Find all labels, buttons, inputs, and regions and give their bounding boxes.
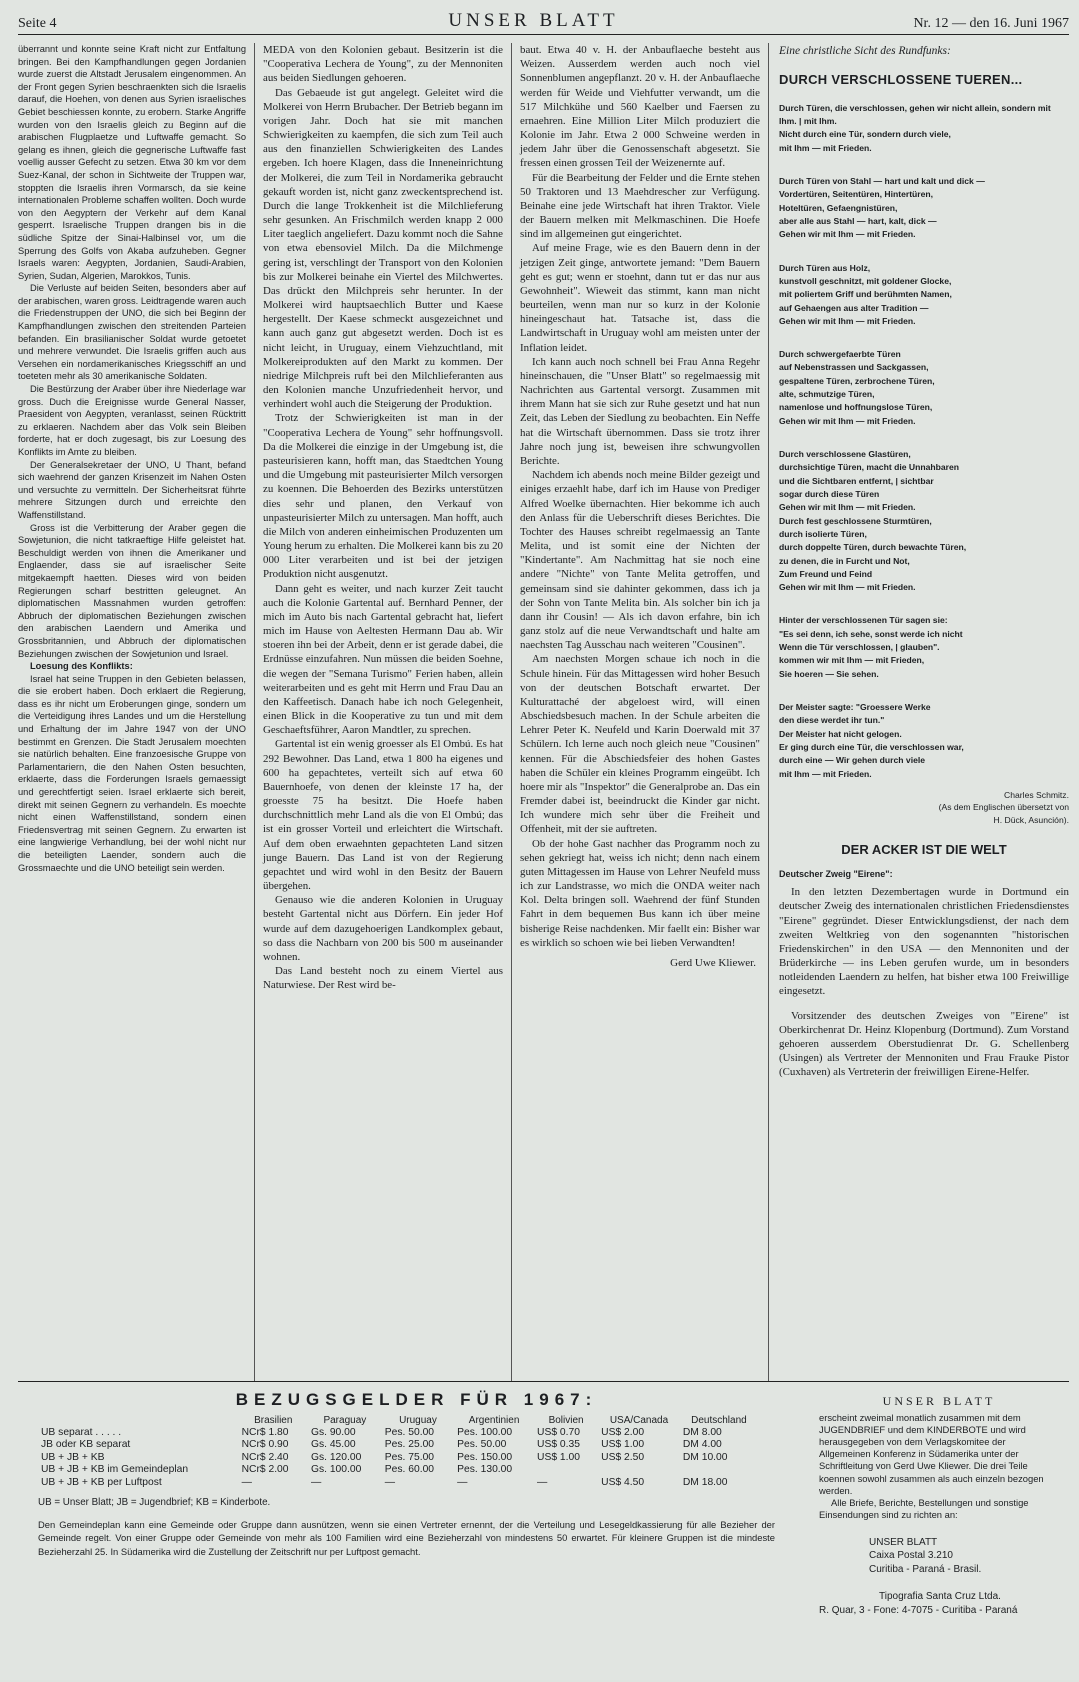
printer-address: R. Quar, 3 - Fone: 4-7075 - Curitiba - Paraná xyxy=(819,1604,1018,1616)
table-cell: DM 10.00 xyxy=(682,1451,728,1463)
article-headline: DER ACKER IST DIE WELT xyxy=(841,842,1007,858)
publisher-box xyxy=(803,1382,1069,1682)
table-cell: NCr$ 2.40 xyxy=(241,1451,289,1463)
author-signature: Gerd Uwe Kliewer. xyxy=(670,957,756,969)
poem-stanza: Durch Türen, die verschlossen, gehen wir nicht allein, sondern mit Ihm. | mit Ihm. Nicht durch eine Tür, sondern durch viele, mit Ihm — mit Frieden. xyxy=(779,102,1051,153)
paragraph: Nachdem ich abends noch meine Bilder gezeigt und einiges erzaehlt habe, darf ich im Hause von Prediger Alfred Woelke übernachten. Hier bekomme ich auch den Anlass für die Ueberschrift dieses Berichtes. Die Tochter des Hauses schreibt regelmaessig an Tante Melita, und ist somit eine der Nichten der "Kindertante". Am Nachmittag hat sie noch eine andere "Nichte" von Tante Melita getroffen, und gemeinsam sind sie dahinter gekommen, dass ich ja der Sohn von Tante Melita bin. Als solcher bin ich ja dann ihr Cousin! — Als ich davon erfahre, bin ich ganz stolz auf die neue Verwandtschaft und halte am naechsten Tag Ausschau nach weiteren "Cousinen". xyxy=(520,469,760,652)
column-4 xyxy=(769,43,1069,1381)
article-subheading: Deutscher Zweig "Eirene": xyxy=(779,868,893,879)
table-cell: UB + JB + KB per Luftpost xyxy=(41,1476,162,1488)
table-cell: DM 18.00 xyxy=(682,1476,728,1488)
table-cell xyxy=(534,1464,598,1477)
table-row xyxy=(38,1452,758,1465)
credit-author: Charles Schmitz. xyxy=(1004,789,1069,800)
table-cell: Pes. 75.00 xyxy=(384,1451,435,1463)
paragraph: Der Generalsekretaer der UNO, U Thant, befand sich waehrend der ganzen Krisenzeit im Nahen Osten und versuchte zu vermitteln. Der Sicherheitsrat führte mehrere Sitzungen durch und erreichte den Waffenstillstand. xyxy=(18,459,246,520)
column-2 xyxy=(255,43,512,1381)
column-1 xyxy=(18,43,255,1381)
address-line: Caixa Postal 3.210 xyxy=(869,1550,953,1562)
column-3 xyxy=(512,43,769,1381)
address-line: Curitiba - Paraná - Brasil. xyxy=(869,1563,982,1575)
table-cell: Pes. 100.00 xyxy=(457,1426,513,1438)
publisher-title: UNSER BLATT xyxy=(882,1394,996,1408)
fees-note: Den Gemeindeplan kann eine Gemeinde oder Gruppe dann ausnützen, wenn sie einen Vertreter ernennt, der die Verteilung und Lesegeldkassierung für alle Bezieher der Gemeinde regelt. Von einer Gruppe oder Gemeinde von mehr als 100 Familien wird eine Bezieherzahl von mindestens 50 erwartet. Für kleinere Gruppen ist die mindeste Bezieherzahl 25. In Südamerika wird die Zustellung der Zeitschrift nur per Luftpost gemacht. xyxy=(38,1519,775,1557)
table-cell: NCr$ 0.90 xyxy=(241,1439,289,1451)
table-cell: Pes. 25.00 xyxy=(384,1439,435,1451)
table-cell: Pes. 130.00 xyxy=(457,1464,513,1476)
table-cell: Gs. 90.00 xyxy=(310,1426,356,1438)
table-cell: — xyxy=(457,1476,468,1488)
table-cell xyxy=(680,1464,758,1477)
credit-source: (As dem Englischen übersetzt von xyxy=(938,802,1069,813)
publisher-text: Alle Briefe, Berichte, Bestellungen und sonstige Einsendungen sind zu richten an: xyxy=(819,1497,1029,1521)
paragraph: Das Land besteht noch zu einem Viertel aus Naturwiese. Der Rest wird be- xyxy=(263,965,503,992)
poem-stanza: Durch verschlossene Glastüren, durchsichtige Türen, macht die Unnahbaren und die Sichtbaren entfernt, | sichtbar sogar durch diese Türen Gehen wir mit Ihm — mit Frieden. Durch fest geschlossene Sturmtüren, durch isolierte Türen, durch doppelte Türen, durch bewachte Türen, zu denen, die in Furcht und Not, Zum Freund und Feind Gehen wir mit Ihm — mit Frieden. xyxy=(779,449,967,593)
paragraph: Genauso wie die anderen Kolonien in Uruguay besteht Gartental nicht aus Dörfern. Ein jeder Hof wurde auf dem dazugehoerigen Landkomplex gebaut, so dass die Nachbarn von 200 bis 500 m auseinander wohnen. xyxy=(263,894,503,963)
table-cell: — xyxy=(241,1476,252,1488)
table-cell: NCr$ 1.80 xyxy=(241,1426,289,1438)
printer-name: Tipografia Santa Cruz Ltda. xyxy=(879,1591,1001,1603)
column-header: Brasilien xyxy=(254,1415,293,1426)
paragraph: überrannt und konnte seine Kraft nicht zur Entfaltung bringen. Bei den Kampfhandlungen gegen Jordanien wurde zuerst die Altstadt Jerusalem eingenommen. An der Front gegen Syrien beschraenkten sich die Israelis darauf, die Hoehen, von denen aus Syrien israelisches Gebiet beschiessen konnte, zu erobern. Starke Angriffe wurden von den Israelis gleich zu Beginn auf die arabischen Flugplaetze und Luftwaffe gemacht. So gelang es ihnen, gleich die gegnerische Luftwaffe fast voellig ausser Gefecht zu setzen. Etwa 30 km vor dem Suez-Kanal, der schon in Sichtweite der Truppen war, stoppten die Israelis ihren Vormarsch, da sie keine internationalen Probleme schaffen wollten. Doch wurde von den Aegyptern der Verkehr auf dem Kanal gesperrt. Israelische Truppen drangen bis in die südliche Spitze der Sinai-Halbinsel vor, um die Sperrung des Golfs von Akaba aufzuheben. Gegner Israels waren: Aegypten, Jordanien, Saudi-Arabien, Syrien, Sudan, Algerien, Marokkos, Tunis. xyxy=(18,44,246,281)
paragraph: Die Verluste auf beiden Seiten, besonders aber auf der arabischen, waren gross. Leidtragende waren auch die Friedenstruppen der UNO, die sich bei Beginn der Kampfhandlungen zwischen den streitenden Parteien befanden. Ein brasilianischer Soldat wurde getoetet und mehrere verwundet. Die Israelis griffen auch aus Versehen ein nordamerikanisches Kriegsschiff an und toeteten mehr als 30 amerikanische Soldaten. xyxy=(18,283,246,382)
table-cell: — xyxy=(537,1476,548,1488)
table-cell: US$ 2.00 xyxy=(601,1426,645,1438)
masthead-title: UNSER BLATT xyxy=(448,10,619,31)
paragraph: Für die Bearbeitung der Felder und die Ernte stehen 50 Traktoren und 13 Maehdrescher zur Verfügung. Beinahe eine jede Wirtschaft hat ihren Traktor. Viele der Bauern melken mit Melkmaschinen. Die Hoefe sind im allgemeinen gut eingerichtet. xyxy=(520,171,760,241)
paragraph: Israel hat seine Truppen in den Gebieten belassen, die sie erobert haben. Doch erklaert die Regierung, dass es ihr nicht um Eroberungen ginge, sondern um die Verteidigung ihres Landes und um die Herstellung und Erhaltung der im Jahre 1947 von der UNO bestimmt en Grenzen. Die Stadt Jerusalem moechten sie natürlich behalten. Eine franzoesische Gruppe von Parlamentariern, die den Nahen Osten besuchten, erklaerte, dass die Forderungen Israels gemaessigt und gerechtfertigt seien. Israel erklaerte sich bereit, direkt mit seinen Gegnern zu verhandeln. Es moechte nicht einen Waffenstillstand, sondern einen Friedensvertrag mit seinen Gegnern. Zu erwarten ist eine langwierige Verhandlung, bei der wohl nicht nur die beteiligten Laender, sondern auch die Grossmaechte und die UNO beteiligt sein werden. xyxy=(18,673,246,873)
poem-stanza: Der Meister sagte: "Groessere Werke den diese werdet ihr tun." Der Meister hat nicht gelogen. Er ging durch eine Tür, die verschlossen war, durch eine — Wir gehen durch viele mit Ihm — mit Frieden. xyxy=(779,702,964,779)
paragraph: Die Bestürzung der Araber über ihre Niederlage war gross. Duch die Ereignisse wurde General Nasser, Praesident von Aegypten, veranlasst, seinen Rücktritt zu erklaeren. Nachdem aber das Volk sein Bleiben forderte, hat er doch zugesagt, bis zur Loesung des Konflikts im Amte zu bleiben. xyxy=(18,384,246,457)
fees-table xyxy=(38,1416,758,1489)
paragraph: baut. Etwa 40 v. H. der Anbauflaeche besteht aus Weizen. Ausserdem werden auch noch viel Sonnenblumen angepflanzt. 20 v. H. der Anbauflaeche werden für Weide und Viehfutter verwandt, um die 517 Milchkühe und 560 Kaelber und Faersen zu ernaehren. Eine Million Liter Milch produziert die Kolonie im Jahr. Etwa 2 000 Schweine werden in jedem Jahr über die Genossenschaft abgesetzt. Sie fressen einen grossen Teil der Weizenernte auf. xyxy=(520,44,760,170)
table-cell: US$ 2.50 xyxy=(601,1451,645,1463)
paragraph: Gartental ist ein wenig groesser als El Ombú. Es hat 292 Bewohner. Das Land, etwa 1 800 ha eigenes und 600 ha gepachtetes, verteilt sich auf etwa 60 Bauernhoefe, von denen der kleinste 17 ha, der groesste 75 ha besitzt. Die Hoefe haben durchschnittlich mehr Land als die von El Ombú; das ist ein grosser Vorteil und erleichtert die Wirtschaft. Auf dem oben erwaehnten gepachteten Land sitzen junge Bauern. Das Land ist von der Regierung gepachtet und wird wohl in den Besitz der Bauern übergehen. xyxy=(263,738,503,893)
article-kicker: Eine christliche Sicht des Rundfunks: xyxy=(779,45,951,57)
paragraph: Ich kann auch noch schnell bei Frau Anna Regehr hineinschauen, die "Unser Blatt" so regelmaessig mit Nachrichten aus Gartental versorgt. Zusammen mit ihrem Mann hat sie sich zur Ruhe gesetzt und hat nun Zeit, das Leben der Siedlung zu beobachten. Ein Neffe hat die Wirtschaft übernommen. Dass sie trotz ihrer Jahre noch jung ist, beweisen ihre schwungvollen Berichte. xyxy=(520,355,760,467)
footer-section xyxy=(18,1381,1069,1682)
paragraph: Ob der hohe Gast nachher das Programm noch zu sehen gekriegt hat, weiss ich nicht; denn nach einem guten Mittagessen im Hause von Lehrer Neufeld muss ich zur Landstrasse, wo mich die ONDA weiter nach Kol. Delta bringen soll. Waehrend der fünf Stunden Fahrt in dem bequemen Bus kann ich über meine bisherige Reise nachdenken. Mir faellt ein: Bisher war es wirklich so schoen wie bei lieben Verwandten! xyxy=(520,837,760,949)
paragraph: MEDA von den Kolonien gebaut. Besitzerin ist die "Cooperativa Lechera de Young", zu der Mennoniten aus beiden Siedlungen gehoeren. xyxy=(263,44,503,85)
table-cell: DM 8.00 xyxy=(682,1426,722,1438)
table-cell: US$ 1.00 xyxy=(601,1439,645,1451)
column-header: USA/Canada xyxy=(609,1415,669,1426)
table-cell: Pes. 150.00 xyxy=(457,1451,513,1463)
poem-stanza: Durch schwergefaerbte Türen auf Nebenstrassen und Sackgassen, gespaltene Türen, zerbrochene Türen, alte, schmutzige Türen, namenlose und hoffnungslose Türen, Gehen wir mit Ihm — mit Frieden. xyxy=(779,349,935,426)
table-cell: US$ 0.35 xyxy=(537,1439,580,1451)
paragraph: Trotz der Schwierigkeiten ist man in der "Cooperativa Lechera de Young" sehr hoffnungsvoll. Da die Molkerei die einzige in der Umgebung ist, die pasteurisieren kann, hofft man, das Staedtchen Young und die Umgebung mit pasteurisierter Milch versorgen zu koennen. Die Behoerden des Bezirks unterstützen dies sehr und planen, den Verkauf von unpasteurisierter Milch zu untersagen. Man hofft, auch die Milch von anderen einheimischen Produzenten um Young herum zu erhalten. Die Molkerei kann bis zu 20 000 Liter verarbeiten und ist bei der jetzigen Produktion nicht ausgenutzt. xyxy=(263,412,503,581)
credit-translator: H. Dück, Asunción). xyxy=(993,814,1069,825)
table-cell: DM 4.00 xyxy=(682,1439,722,1451)
fees-legend: UB = Unser Blatt; JB = Jugendbrief; KB = Kinderbote. xyxy=(38,1497,271,1509)
table-row xyxy=(38,1427,758,1440)
paragraph: In den letzten Dezembertagen wurde in Dortmund ein deutscher Zweig des internationalen christlichen Friedensdienstes "Eirene" gegründet. Dieser Entwicklungsdienst, der nach dem zweiten Weltkrieg von den sogenannten "historischen Friedenskirchen" in den USA — den Mennoniten und der Brüderkirche — ins Leben gerufen wurde, um in besonders notleidenden Laendern zu helfen, hat bisher etwa 100 Freiwillige eingesetzt. xyxy=(779,886,1069,998)
table-cell: NCr$ 2.00 xyxy=(241,1464,289,1476)
table-cell: US$ 1.00 xyxy=(537,1451,580,1463)
paragraph: Das Gebaeude ist gut angelegt. Geleitet wird die Molkerei von Herrn Brubacher. Der Betrieb begann im vorigen Jahr. Doch hat sie mit manchen Schwierigkeiten zu kaempfen, die sich zum Teil auch aus den finanziellen Schwierigkeiten des Landes ergeben. Ich hoere Klagen, dass die Inneneinrichtung der Molkerei, die zum Teil in Nordamerika gebraucht gekauft worden ist, nicht ganz zweckentsprechend ist. Durch die lange Trokkenheit ist die Milchlieferung sehr gesunken. An Frischmilch werden knapp 2 000 Liter taeglich angeliefert. Dazu kommt noch die Sahne von etwa ebensoviel Milch. Da die Milchmenge gering ist, verschlingt der Transport von den Kolonien bis zur Molkerei beinahe ein Viertel des Milchwertes. Das drückt den Milchpreis sehr herunter. In der Molkerei wird hauptsaechlich Butter und Kaese hergestellt. Der Kaese schmeckt ausgezeichnet und kann auch ganz gut abgesetzt werden. Doch ist es nicht leicht, in Uruguay, einem Viehzuchtland, mit Molkereiprodukten auf den Markt zu kommen. Der niedrige Milchpreis ruft bei den Milchlieferanten aus den Kolonien manche Unzufriedenheit hervor, und verhindert wohl auch die Steigerung der Produktion. xyxy=(263,86,503,411)
table-cell: Gs. 100.00 xyxy=(310,1464,362,1476)
paragraph: Dann geht es weiter, und nach kurzer Zeit taucht auch die Kolonie Gartental auf. Bernhard Penner, der mich im Auto bis nach Gartental gebracht hat, liefert mich im Hause von Aeltesten Hermann Dau ab. Wir stoeren ihn bei der Arbeit, denn er ist gerade dabei, die Erdnüsse einzufahren. Nun müssen die beiden Soehne, die wegen der "Semana Turismo" Ferien haben, allein weiterarbeiten und es geht mit Herrn und Frau Dau an den Kaffeetisch. Danach habe ich noch Gelegenheit, einen Blick in die Kooperative zu tun und mit dem Geschaeftsführer, Aaron Mandtler, zu sprechen. xyxy=(263,582,503,737)
table-cell xyxy=(598,1464,680,1477)
table-cell: UB + JB + KB xyxy=(41,1451,105,1463)
table-cell: US$ 4.50 xyxy=(601,1476,645,1488)
table-row xyxy=(38,1439,758,1452)
printer-info xyxy=(819,1590,1059,1617)
column-header: Deutschland xyxy=(691,1415,747,1426)
publisher-text: erscheint zweimal monatlich zusammen mit dem JUGENDBRIEF und dem KINDERBOTE und wird herausgegeben von dem Verlagskomitee der Allgemeinen Konferenz in Südamerika unter der Schriftleitung von Gerd Uwe Kliewer. Die drei Teile koennen sowohl zusammen als auch einzeln bezogen werden. xyxy=(819,1411,1044,1496)
fees-title: BEZUGSGELDER FÜR 1967: xyxy=(235,1390,598,1409)
table-cell: Pes. 50.00 xyxy=(457,1439,507,1451)
table-row xyxy=(38,1464,758,1477)
table-cell: Pes. 60.00 xyxy=(384,1464,435,1476)
table-cell: Gs. 45.00 xyxy=(310,1439,356,1451)
page-number: Seite 4 xyxy=(18,16,57,31)
table-cell: US$ 0.70 xyxy=(537,1426,580,1438)
column-header: Bolivien xyxy=(548,1415,584,1426)
subheading: Loesung des Konflikts: xyxy=(30,661,133,672)
poem-stanza: Durch Türen aus Holz, kunstvoll geschnitzt, mit goldener Glocke, mit poliertem Griff und berühmten Namen, auf Gehaengen aus alter Tradition — Gehen wir mit Ihm — mit Frieden. xyxy=(779,262,952,326)
poem-credits xyxy=(779,789,1069,826)
paragraph: Am naechsten Morgen schaue ich noch in die Schule hinein. Für das Mittagessen wird hoher Besuch von der deutschen Botschaft erwartet. Der Kulturattaché der abgeloest wird, will einen Abschiedsbesuch machen. In der Schule arbeiten die Lehrer Peter K. Neufeld und Karin Doerwald mit 37 Schülern. Ich lerne auch noch gleich neue "Cousinen" kennen. Für die Abschiedsfeier des hohen Gastes haben die Schüler ein kleines Programm eingeübt. Ich hoere mir als "Inspektor" die Generalprobe an. Das ein Fremder dabei ist, beeindruckt die Kinder gar nicht. Ich wundere mich sehr über die Freiheit und Offenheit, mit der sie auftreten. xyxy=(520,653,760,836)
poem-headline: DURCH VERSCHLOSSENE TUEREN... xyxy=(779,72,1023,88)
paragraph: Gross ist die Verbitterung der Araber gegen die Sowjetunion, die nicht tatkraeftige Hilfe geleistet hat. Beschuldigt werden von ihnen die Amerikaner und Englaender, dass sie auf israelischer Seite mitgekaempft haetten. Dieses wird von beiden Regierungen scharf bestritten geleugnet. An diplomatischen Massnahmen wurden getroffen: Abbruch der diplomatischen Beziehungen zwischen den arabischen Laendern und Amerika und Grossbritannien, und Abbruch der diplomatischen Beziehungen zwischen der Sowjetunion und Israel. xyxy=(18,522,246,659)
table-cell: JB oder KB separat xyxy=(41,1439,131,1451)
mailing-address xyxy=(869,1536,1059,1577)
table-cell: Gs. 120.00 xyxy=(310,1451,362,1463)
column-header: Argentinien xyxy=(468,1415,520,1426)
poem-stanza: Durch Türen von Stahl — hart und kalt und dick — Vordertüren, Seitentüren, Hintertüren, Hoteltüren, Gefaengnistüren, aber alle aus Stahl — hart, kalt, dick — Gehen wir mit Ihm — mit Frieden. xyxy=(779,176,985,240)
address-line: UNSER BLATT xyxy=(869,1536,938,1548)
subscription-fees xyxy=(18,1382,803,1682)
column-header: Paraguay xyxy=(323,1415,367,1426)
article-columns xyxy=(18,43,1069,1381)
column-header: Uruguay xyxy=(399,1415,437,1426)
table-cell: UB + JB + KB im Gemeindeplan xyxy=(41,1464,189,1476)
issue-date: Nr. 12 — den 16. Juni 1967 xyxy=(913,16,1069,31)
poem-stanza: Hinter der verschlossenen Tür sagen sie: "Es sei denn, ich sehe, sonst werde ich nicht Wenn die Tür verschlossen, | glauben". kommen wir mit Ihm — mit Frieden, Sie hoeren — Sie sehen. xyxy=(779,615,963,679)
table-cell: — xyxy=(310,1476,322,1488)
paragraph: Auf meine Frage, wie es den Bauern denn in der jetzigen Zeit ginge, antwortete jemand: "Dem Bauern geht es gut; wenn er stoehnt, dann tut er das nur aus Gewohnheit". Wieweit das stimmt, kann man nicht beurteilen, wenn man nur so kurz in der Kolonie hineingeschaut hat. Tatsache ist, dass die Landwirtschaft in Uruguay wohl am meisten unter der Inflation leidet. xyxy=(520,242,760,354)
table-cell: UB separat . . . . . xyxy=(41,1426,122,1438)
table-cell: — xyxy=(384,1476,396,1488)
table-row xyxy=(38,1477,758,1490)
page-header xyxy=(18,6,1069,35)
paragraph: Vorsitzender des deutschen Zweiges von "Eirene" ist Oberkirchenrat Dr. Heinz Klopenburg (Dortmund). Zum Vorstand gehoeren ausserdem Oberstudienrat Dr. G. Schellenberg (Usingen) als Vertreter der Mennoniten und Frau Frauke Pistor (Cuxhaven) als Vertreterin der freiwilligen Eirene-Helfer. xyxy=(779,1009,1069,1079)
column-header xyxy=(38,1416,239,1427)
table-header-row xyxy=(38,1416,758,1427)
table-cell: Pes. 50.00 xyxy=(384,1426,435,1438)
